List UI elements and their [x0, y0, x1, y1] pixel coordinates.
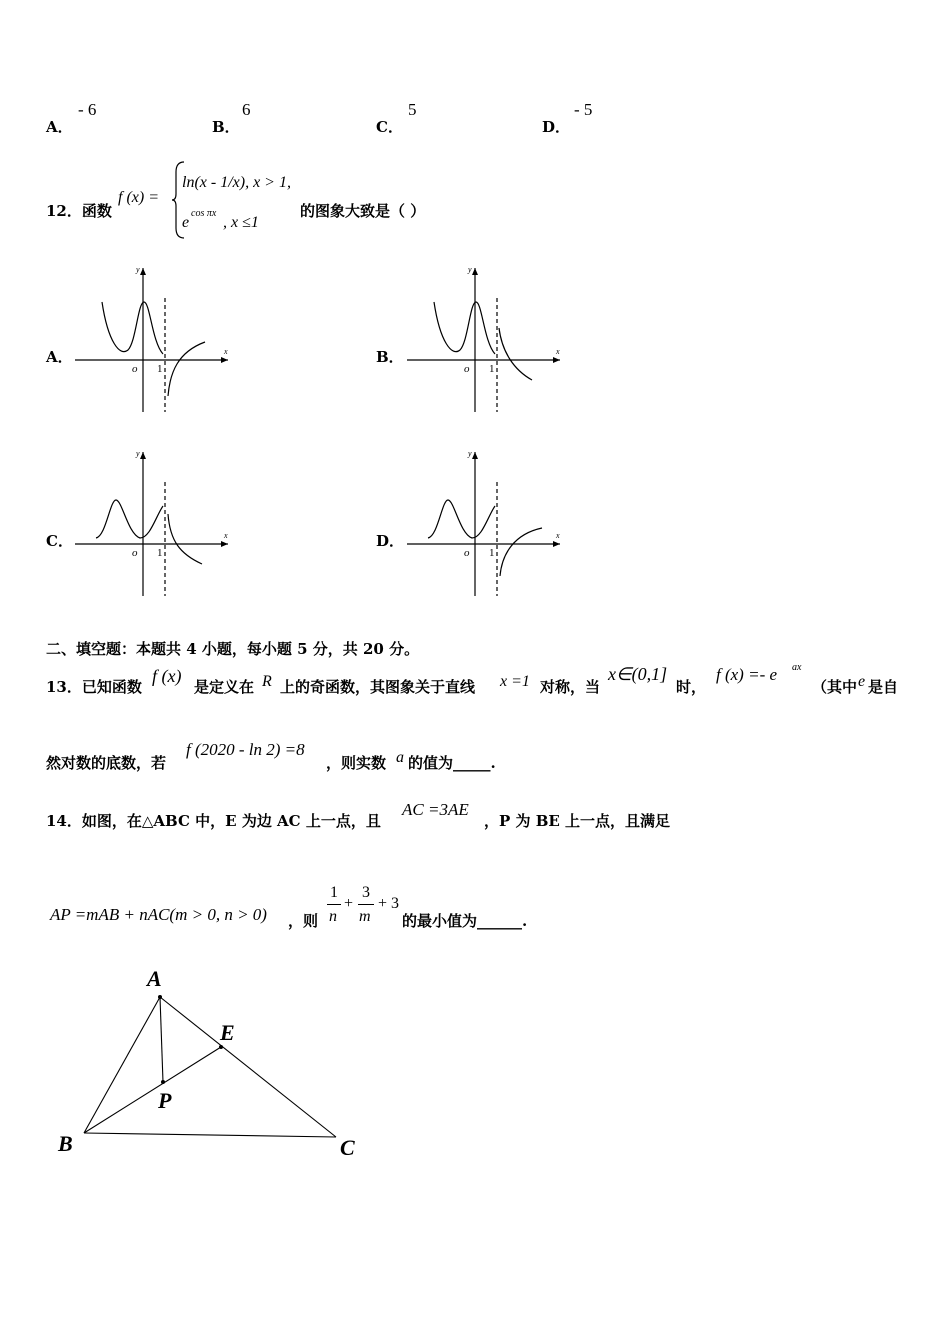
q13-a: a	[396, 749, 404, 766]
point-b-label: B	[58, 1131, 73, 1156]
q13-line2-prefix: 然对数的底数，若	[46, 754, 167, 772]
q14-vector-eq: AP =mAB + nAC(m > 0, n > 0)	[50, 905, 267, 924]
point-c-label: C	[340, 1135, 355, 1160]
q12-graph-a-origin: o	[132, 363, 138, 375]
q14-plus1: +	[344, 895, 354, 912]
q13-condition: f (2020 - ln 2) =8	[186, 740, 305, 759]
q12-graph-d-tick: 1	[489, 547, 495, 559]
point-p-label: P	[158, 1088, 172, 1113]
q13-t1: 是定义在	[194, 678, 255, 696]
q12-case2-exp: cos πx	[191, 208, 217, 219]
q14-line1: 14．如图，在△ABC 中，E 为边 AC 上一点，且	[46, 812, 381, 830]
q13-t5: （其中	[812, 678, 858, 696]
q12-graph-b-origin: o	[464, 363, 470, 375]
q12-graph-a-y-label: y	[136, 265, 140, 274]
q11-option-c-label: C．	[376, 118, 403, 136]
q11-option-a-label: A．	[46, 118, 73, 136]
q12-graph-d-x-label: x	[556, 531, 560, 540]
q12-graph-c-label: C．	[46, 532, 73, 550]
q13-formula-exp: ax	[792, 662, 802, 673]
q12-number: 12．函数	[46, 202, 112, 220]
triangle-side-bc	[84, 1133, 336, 1137]
q13-t6: 是自	[868, 678, 899, 696]
q12-graph-b-x-label: x	[556, 347, 560, 356]
q11-option-c-value: 5	[408, 100, 417, 119]
triangle-side-ac	[160, 997, 336, 1137]
q12-graph-a	[70, 262, 240, 422]
q14-t2: ，P 为 BE 上一点，且满足	[484, 812, 671, 830]
q12-graph-c-origin: o	[132, 547, 138, 559]
q12-graph-d-label: D．	[376, 532, 405, 550]
q12-graph-c	[70, 446, 240, 606]
q12-graph-b-y-label: y	[468, 265, 472, 274]
q13-t8: 的值为_____.	[408, 754, 496, 772]
q12-graph-b	[402, 262, 572, 422]
q13-interval: x∈(0,1]	[608, 664, 668, 684]
q12-graph-a-label: A．	[46, 348, 73, 366]
q12-graph-a-x-label: x	[224, 347, 228, 356]
q12-graph-b-tick: 1	[489, 363, 495, 375]
q13-formula: f (x) =- e	[716, 665, 778, 684]
q13-t3: 对称，当	[540, 678, 601, 696]
q14-cond1: AC =3AE	[402, 800, 469, 819]
q12-suffix: 的图象大致是（ ）	[300, 202, 426, 220]
q13-e: e	[858, 673, 866, 690]
q13-R: R	[262, 673, 272, 690]
q14-frac1-den: n	[329, 908, 337, 925]
q14-frac2-den: m	[359, 908, 371, 925]
q12-graph-c-tick: 1	[157, 547, 163, 559]
q14-frac1-num: 1	[330, 884, 338, 901]
q14-frac2-num: 3	[362, 884, 370, 901]
q12-graph-c-y-label: y	[136, 449, 140, 458]
q13-fx: f (x)	[152, 666, 182, 686]
q14-frac2-bar	[358, 904, 374, 905]
q14-plus2: + 3	[378, 895, 400, 912]
q13-t4: 时，	[676, 678, 707, 696]
point-a-label: A	[147, 966, 162, 991]
point-e-label: E	[220, 1020, 235, 1045]
q13-t2: 上的奇函数，其图象关于直线	[280, 678, 476, 696]
q11-option-d-label: D．	[542, 118, 571, 136]
q13-t7: ，则实数	[326, 754, 387, 772]
q11-option-b-value: 6	[242, 100, 251, 119]
q13-prefix: 13．已知函数	[46, 678, 142, 696]
q11-option-d-value: - 5	[574, 100, 593, 119]
q12-graph-b-label: B．	[376, 348, 404, 366]
segment-be	[84, 1047, 221, 1133]
q14-triangle-figure	[50, 960, 380, 1165]
q14-t3: ，则	[288, 912, 319, 930]
q11-option-b-label: B．	[212, 118, 240, 136]
q14-frac1-bar	[327, 904, 341, 905]
q12-graph-d	[402, 446, 572, 606]
section-heading: 二、填空题：本题共 4 小题，每小题 5 分，共 20 分。	[46, 640, 420, 658]
q12-graph-a-tick: 1	[157, 363, 163, 375]
q14-t4: 的最小值为______.	[402, 912, 528, 930]
q12-func-lhs: f (x) =	[118, 189, 159, 206]
q12-graph-d-y-label: y	[468, 449, 472, 458]
q11-option-a-value: - 6	[78, 100, 97, 119]
q12-graph-d-origin: o	[464, 547, 470, 559]
q12-case1: ln(x - 1/x), x > 1,	[182, 174, 291, 191]
q12-case2-rest: , x ≤1	[223, 214, 259, 231]
segment-ap	[160, 997, 163, 1082]
q12-graph-c-x-label: x	[224, 531, 228, 540]
q12-case2-base: e	[182, 214, 190, 231]
triangle-side-ab	[84, 997, 160, 1133]
q13-line: x =1	[500, 673, 530, 690]
